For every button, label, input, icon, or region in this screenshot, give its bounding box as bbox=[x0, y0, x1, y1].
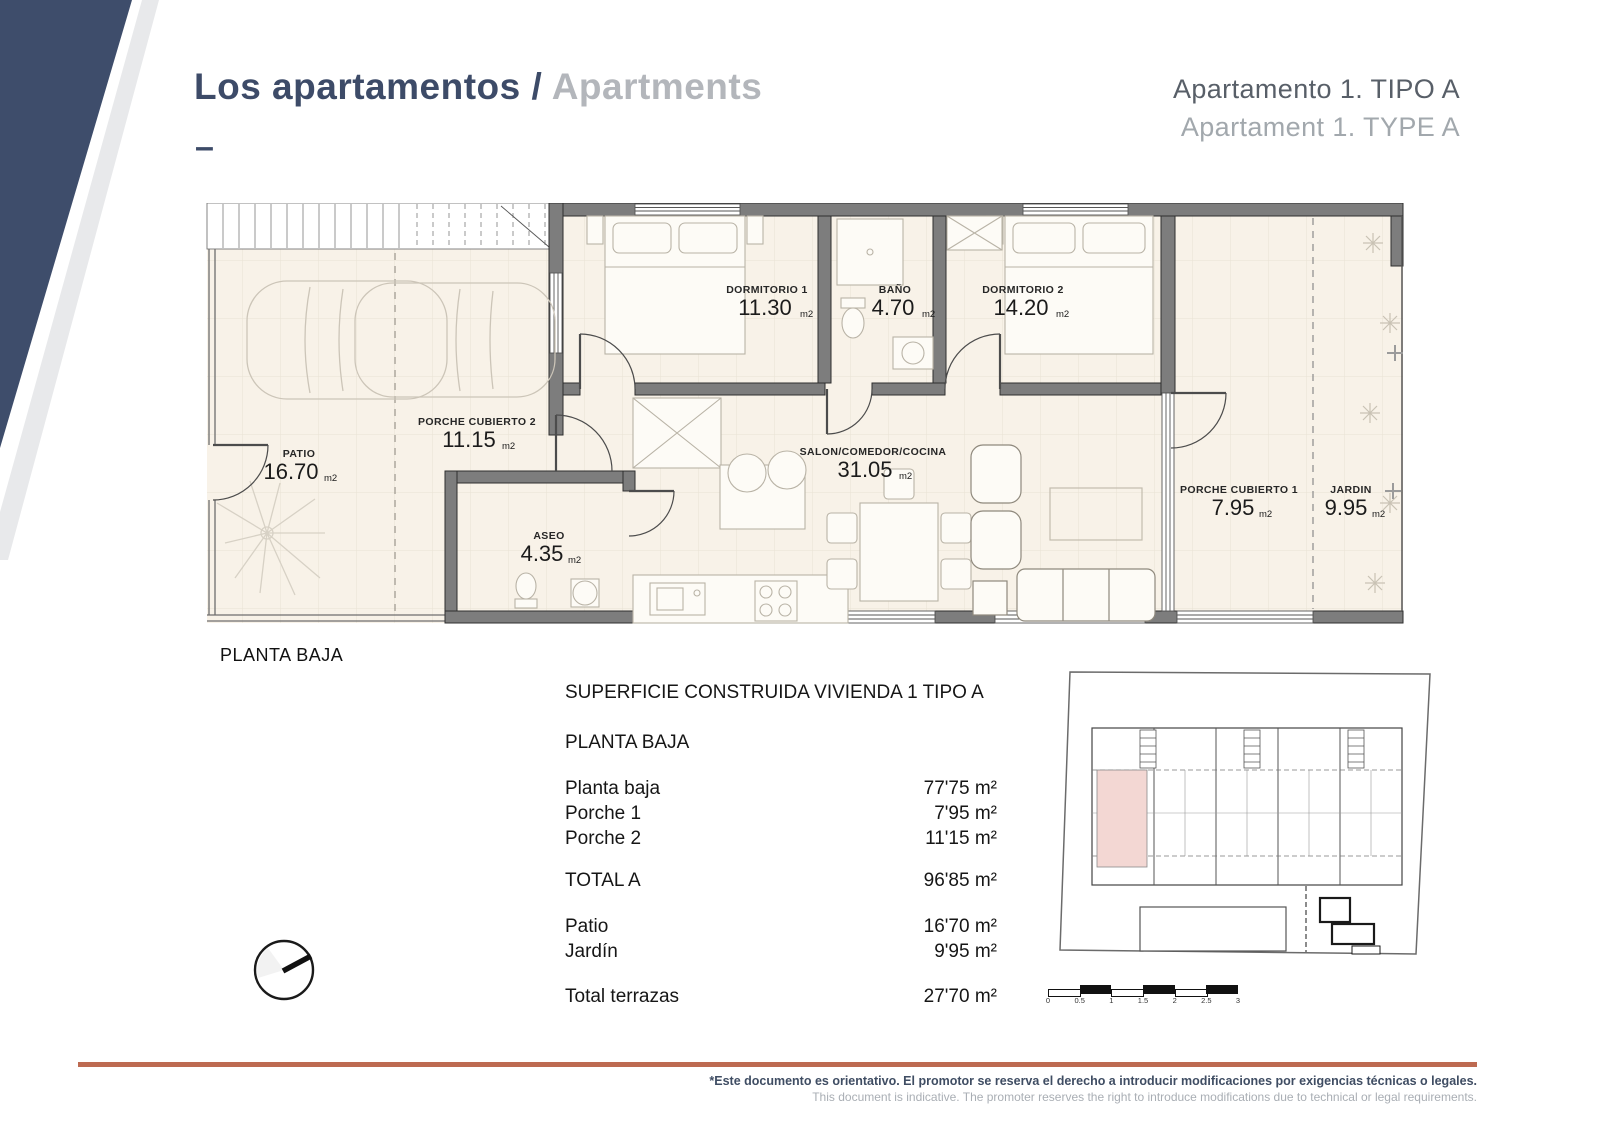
svg-text:m2: m2 bbox=[1259, 509, 1273, 520]
footer-disclaimer bbox=[709, 1073, 1477, 1105]
row-value: 16'70 m² bbox=[923, 916, 997, 937]
svg-text:7.95: 7.95 bbox=[1211, 495, 1255, 520]
room-label-aseo: ASEO bbox=[533, 530, 565, 542]
unit-title-es: Apartamento 1. TIPO A bbox=[1172, 74, 1460, 104]
surface-table-title: SUPERFICIE CONSTRUIDA VIVIENDA 1 TIPO A bbox=[565, 682, 984, 703]
room-label-dormitorio1: DORMITORIO 1 bbox=[726, 284, 808, 296]
row-value: 96'85 m² bbox=[923, 870, 997, 891]
svg-text:m2: m2 bbox=[922, 309, 936, 320]
footer-accent-rule bbox=[78, 1062, 1477, 1067]
tile-grid bbox=[207, 216, 1403, 623]
scale-bar bbox=[1045, 984, 1241, 1006]
scale-tick: 0.5 bbox=[1074, 996, 1085, 1005]
pool bbox=[1140, 907, 1286, 951]
svg-text:m2: m2 bbox=[324, 473, 338, 484]
highlighted-unit bbox=[1097, 770, 1147, 867]
svg-text:m2: m2 bbox=[568, 555, 582, 566]
title-dash: – bbox=[195, 128, 214, 166]
site-mini-map bbox=[1052, 658, 1457, 958]
disclaimer-es: *Este documento es orientativo. El promotor se reserva el derecho a introducir modificaciones por exigencias técnicas o legales. bbox=[709, 1074, 1477, 1088]
surface-table-section: PLANTA BAJA bbox=[565, 732, 690, 753]
stairs bbox=[207, 203, 553, 249]
unit-title-en: Apartament 1. TYPE A bbox=[1180, 112, 1460, 142]
scale-segment bbox=[1206, 985, 1238, 994]
scale-segment bbox=[1080, 985, 1112, 994]
navy-wedge bbox=[0, 0, 132, 448]
row-label: Total terrazas bbox=[565, 986, 680, 1007]
scale-tick: 3 bbox=[1235, 996, 1241, 1005]
svg-text:16.70: 16.70 bbox=[263, 459, 319, 484]
svg-text:m2: m2 bbox=[1056, 309, 1070, 320]
page-title bbox=[194, 66, 762, 108]
row-value: 77'75 m² bbox=[923, 778, 997, 799]
floor-plan bbox=[205, 203, 1410, 635]
svg-text:m2: m2 bbox=[502, 441, 516, 452]
room-label-bano: BAÑO bbox=[878, 284, 912, 296]
svg-text:4.35: 4.35 bbox=[520, 541, 564, 566]
table-row bbox=[565, 778, 997, 800]
row-value: 11'15 m² bbox=[925, 828, 997, 849]
svg-text:9.95: 9.95 bbox=[1324, 495, 1368, 520]
row-value: 9'95 m² bbox=[934, 941, 997, 962]
page-title-en: Apartments bbox=[551, 66, 763, 107]
page-title-es: Los apartamentos / bbox=[194, 66, 543, 107]
svg-text:14.20: 14.20 bbox=[993, 295, 1049, 320]
room-label-porche1: PORCHE CUBIERTO 1 bbox=[1179, 484, 1299, 496]
table-row bbox=[565, 828, 997, 850]
table-row-total bbox=[565, 870, 997, 892]
corner-wedge-decoration bbox=[0, 0, 200, 620]
scale-tick: 0 bbox=[1045, 996, 1051, 1005]
compass-needle bbox=[283, 956, 311, 971]
scale-tick: 1.5 bbox=[1137, 996, 1149, 1005]
scale-tick: 2 bbox=[1172, 996, 1177, 1005]
room-label-patio: PATIO bbox=[282, 448, 316, 460]
unit-title bbox=[1173, 70, 1460, 146]
row-label: Porche 2 bbox=[565, 828, 642, 849]
scale-tick: 1 bbox=[1109, 996, 1114, 1005]
svg-text:31.05: 31.05 bbox=[837, 457, 893, 482]
room-label-salon: SALON/COMEDOR/COCINA bbox=[799, 446, 947, 458]
row-label: Porche 1 bbox=[565, 803, 642, 824]
scale-tick: 2.5 bbox=[1201, 996, 1212, 1005]
svg-text:m2: m2 bbox=[1372, 509, 1386, 520]
row-label: Jardín bbox=[565, 941, 618, 962]
table-row bbox=[565, 803, 997, 825]
svg-text:11.30: 11.30 bbox=[738, 295, 792, 320]
row-label: TOTAL A bbox=[565, 870, 641, 891]
row-label: Planta baja bbox=[565, 778, 661, 799]
table-row bbox=[565, 941, 997, 963]
disclaimer-en: This document is indicative. The promoter reserves the right to introduce modifications due to technical or legal requirements. bbox=[812, 1090, 1477, 1104]
row-value: 7'95 m² bbox=[934, 803, 997, 824]
table-row bbox=[565, 916, 997, 938]
table-row-terraces-total bbox=[565, 986, 997, 1008]
surface-table bbox=[565, 670, 997, 1007]
compass-icon bbox=[248, 934, 324, 1010]
row-value: 27'70 m² bbox=[923, 986, 997, 1007]
room-label-porche2: PORCHE CUBIERTO 2 bbox=[417, 416, 537, 428]
svg-text:m2: m2 bbox=[800, 309, 814, 320]
svg-text:4.70: 4.70 bbox=[871, 295, 915, 320]
room-label-jardin: JARDIN bbox=[1330, 484, 1372, 496]
scale-segment bbox=[1143, 985, 1175, 994]
svg-text:11.15: 11.15 bbox=[442, 427, 496, 452]
room-label-dormitorio2: DORMITORIO 2 bbox=[982, 284, 1064, 296]
floor-label: PLANTA BAJA bbox=[220, 645, 344, 665]
svg-text:m2: m2 bbox=[899, 471, 913, 482]
row-label: Patio bbox=[565, 916, 609, 937]
